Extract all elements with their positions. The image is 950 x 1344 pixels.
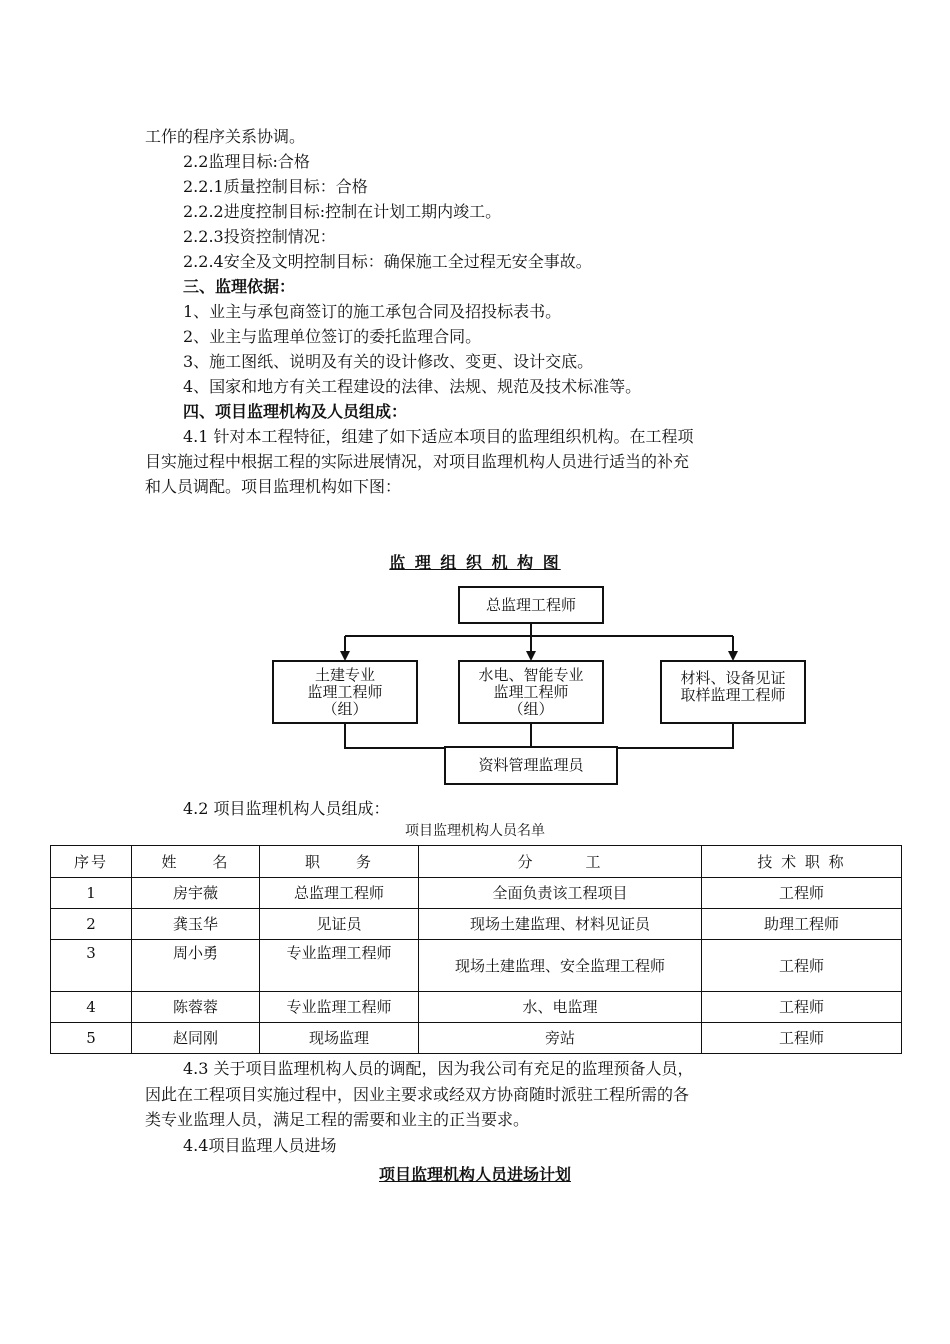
- paragraph: 4.2 项目监理机构人员组成：: [183, 799, 390, 818]
- table-caption: 项目监理机构人员名单: [405, 823, 545, 839]
- column-header: 序号: [51, 846, 132, 878]
- org-box-label: 水电、智能专业: [478, 665, 584, 684]
- table-cell: 助理工程师: [702, 909, 902, 940]
- table-row: [51, 940, 902, 992]
- column-header: 职 务: [260, 846, 419, 878]
- org-box-label: （组）: [508, 699, 554, 718]
- table-cell: 2: [51, 909, 132, 940]
- org-box-label: 资料管理监理员: [478, 756, 584, 774]
- table-cell: 4: [51, 992, 132, 1023]
- table-cell: 赵同刚: [132, 1023, 260, 1054]
- paragraph: 2.2监理目标:合格: [183, 152, 310, 171]
- table-cell: 全面负责该工程项目: [419, 878, 702, 909]
- paragraph: 4.1 针对本工程特征，组建了如下适应本项目的监理组织机构。在工程项: [183, 427, 694, 446]
- org-box-label: 材料、设备见证: [680, 669, 786, 687]
- paragraph: 2.2.1质量控制目标：合格: [183, 177, 368, 196]
- paragraph: 工作的程序关系协调。: [145, 127, 306, 146]
- staff-table: [50, 845, 902, 1054]
- table-cell: 工程师: [702, 878, 902, 909]
- table-cell: 专业监理工程师: [260, 940, 419, 992]
- table-cell: 现场监理: [260, 1023, 419, 1054]
- table-header-row: [51, 846, 902, 878]
- paragraph: 2.2.3投资控制情况：: [183, 227, 336, 246]
- column-header: 技 术 职 称: [702, 846, 902, 878]
- table-cell: 工程师: [702, 1023, 902, 1054]
- list-item: 2、业主与监理单位签订的委托监理合同。: [183, 327, 482, 346]
- table-row: [51, 1023, 902, 1054]
- org-box-material-witness: [660, 660, 806, 724]
- table-cell: 1: [51, 878, 132, 909]
- org-box-label: 取样监理工程师: [680, 686, 786, 704]
- org-box-civil: [272, 660, 418, 724]
- paragraph: 4.3 关于项目监理机构人员的调配，因为我公司有充足的监理预备人员，: [183, 1059, 694, 1078]
- table-cell: 周小勇: [132, 940, 260, 992]
- paragraph: 4.4项目监理人员进场: [183, 1136, 337, 1155]
- table-cell: 龚玉华: [132, 909, 260, 940]
- org-box-label: 监理工程师: [493, 682, 569, 701]
- table-cell: 3: [51, 940, 132, 992]
- table-cell: 工程师: [702, 940, 902, 992]
- org-box-mep: [458, 660, 604, 724]
- paragraph: 2.2.2进度控制目标:控制在计划工期内竣工。: [183, 202, 502, 221]
- table-cell: 专业监理工程师: [260, 992, 419, 1023]
- table-cell: 陈蓉蓉: [132, 992, 260, 1023]
- org-box-label: 监理工程师: [307, 682, 383, 701]
- org-box-chief-supervisor: [458, 586, 604, 624]
- column-header: 分 工: [419, 846, 702, 878]
- table-cell: 旁站: [419, 1023, 702, 1054]
- table-cell: 房宇薇: [132, 878, 260, 909]
- column-header: 姓 名: [132, 846, 260, 878]
- table-cell: 现场土建监理、安全监理工程师: [419, 940, 702, 992]
- table-cell: 工程师: [702, 992, 902, 1023]
- table-cell: 见证员: [260, 909, 419, 940]
- org-box-label: 总监理工程师: [485, 595, 576, 614]
- paragraph: 和人员调配。项目监理机构如下图：: [145, 477, 402, 496]
- section-heading: 三、监理依据：: [183, 277, 296, 296]
- plan-title: 项目监理机构人员进场计划: [378, 1165, 571, 1184]
- org-box-label: 土建专业: [314, 665, 375, 684]
- paragraph: 2.2.4安全及文明控制目标：确保施工全过程无安全事故。: [183, 252, 592, 271]
- table-cell: 现场土建监理、材料见证员: [419, 909, 702, 940]
- list-item: 3、施工图纸、说明及有关的设计修改、变更、设计交底。: [183, 352, 594, 371]
- list-item: 4、国家和地方有关工程建设的法律、法规、规范及技术标准等。: [183, 377, 642, 396]
- paragraph: 目实施过程中根据工程的实际进展情况，对项目监理机构人员进行适当的补充: [145, 452, 690, 471]
- paragraph: 因此在工程项目实施过程中，因业主要求或经双方协商随时派驻工程所需的各: [145, 1085, 690, 1104]
- table-cell: 5: [51, 1023, 132, 1054]
- table-cell: 总监理工程师: [260, 878, 419, 909]
- table-row: [51, 878, 902, 909]
- org-box-label: （组）: [322, 699, 368, 718]
- list-item: 1、业主与承包商签订的施工承包合同及招投标表书。: [183, 302, 562, 321]
- paragraph: 类专业监理人员，满足工程的需要和业主的正当要求。: [145, 1110, 530, 1129]
- table-row: [51, 909, 902, 940]
- org-chart-title: 监 理 组 织 机 构 图: [389, 553, 561, 572]
- table-row: [51, 992, 902, 1023]
- table-cell: 水、电监理: [419, 992, 702, 1023]
- org-box-document-clerk: [444, 746, 618, 785]
- section-heading: 四、项目监理机构及人员组成：: [183, 402, 408, 421]
